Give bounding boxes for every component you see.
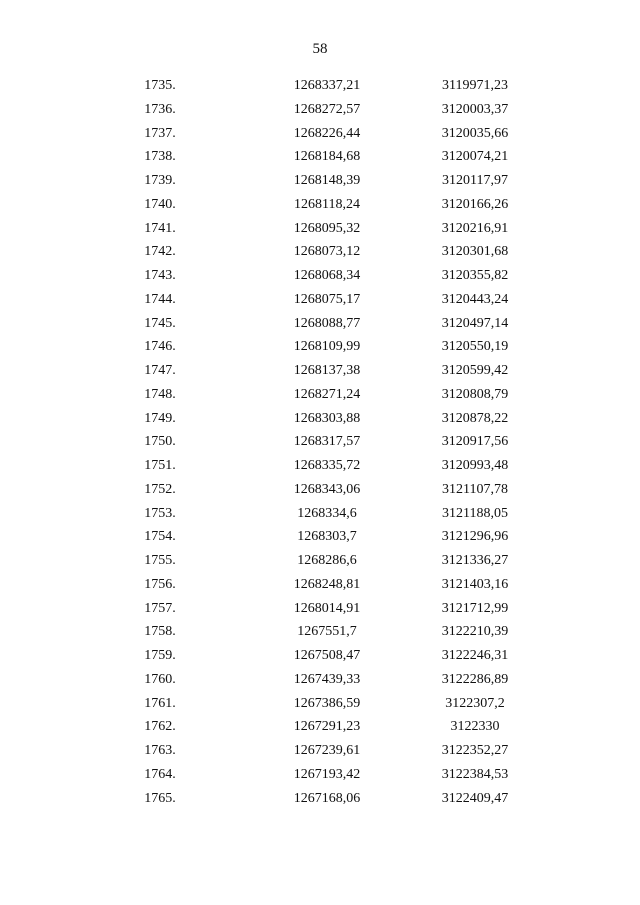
x-coordinate-cell: 1267508,47 bbox=[293, 648, 361, 663]
point-number-cell: 1741. bbox=[144, 220, 176, 236]
table-row bbox=[0, 692, 640, 716]
table-row bbox=[0, 739, 640, 763]
y-coordinate-cell: 3120497,14 bbox=[441, 315, 509, 331]
point-number-cell: 1762. bbox=[144, 719, 176, 735]
x-coordinate-cell: 1267239,61 bbox=[293, 743, 361, 758]
point-number-cell: 1745. bbox=[144, 315, 176, 331]
x-coordinate-cell: 1268073,12 bbox=[293, 244, 361, 260]
y-coordinate-cell: 3121188,05 bbox=[442, 505, 508, 521]
x-coordinate-cell: 1268317,57 bbox=[293, 434, 361, 450]
x-coordinate-cell: 1268271,24 bbox=[293, 386, 361, 402]
point-number-cell: 1750. bbox=[144, 434, 176, 450]
point-number-cell: 1742. bbox=[144, 244, 176, 260]
y-coordinate-cell: 3122286,89 bbox=[441, 671, 509, 687]
y-coordinate-cell: 3120003,37 bbox=[441, 101, 509, 117]
table-row bbox=[0, 454, 640, 478]
table-row bbox=[0, 312, 640, 336]
table-row bbox=[0, 407, 640, 431]
y-coordinate-cell: 3121336,27 bbox=[441, 553, 509, 568]
table-row bbox=[0, 644, 640, 668]
y-coordinate-cell: 3122330 bbox=[450, 719, 500, 735]
y-coordinate-cell: 3120035,66 bbox=[441, 125, 509, 141]
point-number-cell: 1747. bbox=[144, 363, 176, 378]
table-row bbox=[0, 668, 640, 692]
table-row bbox=[0, 240, 640, 264]
y-coordinate-cell: 3120166,26 bbox=[441, 196, 509, 212]
point-number-cell: 1759. bbox=[144, 648, 176, 663]
x-coordinate-cell: 1268226,44 bbox=[293, 125, 361, 141]
point-number-cell: 1739. bbox=[144, 173, 176, 188]
y-coordinate-cell: 3120216,91 bbox=[441, 220, 509, 236]
table-row bbox=[0, 359, 640, 383]
table-row bbox=[0, 549, 640, 573]
point-number-cell: 1757. bbox=[144, 600, 176, 616]
y-coordinate-cell: 3122210,39 bbox=[441, 624, 509, 640]
y-coordinate-cell: 3122384,53 bbox=[441, 766, 509, 782]
table-row bbox=[0, 264, 640, 288]
y-coordinate-cell: 3120443,24 bbox=[441, 291, 509, 307]
point-number-cell: 1753. bbox=[144, 505, 176, 521]
x-coordinate-cell: 1268068,34 bbox=[293, 268, 361, 283]
point-number-cell: 1735. bbox=[144, 78, 176, 93]
y-coordinate-cell: 3121712,99 bbox=[441, 600, 509, 616]
y-coordinate-cell: 3122307,2 bbox=[445, 695, 505, 711]
point-number-cell: 1743. bbox=[144, 268, 176, 283]
x-coordinate-cell: 1268118,24 bbox=[294, 196, 360, 212]
table-row bbox=[0, 430, 640, 454]
y-coordinate-cell: 3120301,68 bbox=[441, 244, 509, 260]
point-number-cell: 1738. bbox=[144, 149, 176, 165]
point-number-cell: 1740. bbox=[144, 196, 176, 212]
x-coordinate-cell: 1268014,91 bbox=[293, 600, 361, 616]
point-number-cell: 1744. bbox=[144, 291, 176, 307]
x-coordinate-cell: 1267291,23 bbox=[293, 719, 361, 735]
y-coordinate-cell: 3120917,56 bbox=[441, 434, 509, 450]
table-row bbox=[0, 620, 640, 644]
y-coordinate-cell: 3122246,31 bbox=[441, 648, 509, 663]
x-coordinate-cell: 1267193,42 bbox=[293, 766, 361, 782]
x-coordinate-cell: 1268109,99 bbox=[293, 339, 361, 355]
table-row bbox=[0, 573, 640, 597]
x-coordinate-cell: 1268334,6 bbox=[297, 505, 357, 521]
point-number-cell: 1752. bbox=[144, 481, 176, 497]
x-coordinate-cell: 1267439,33 bbox=[293, 671, 361, 687]
point-number-cell: 1751. bbox=[144, 458, 176, 473]
point-number-cell: 1758. bbox=[144, 624, 176, 640]
y-coordinate-cell: 3121296,96 bbox=[441, 529, 509, 545]
point-number-cell: 1746. bbox=[144, 339, 176, 355]
table-row bbox=[0, 525, 640, 549]
y-coordinate-cell: 3120117,97 bbox=[442, 173, 508, 188]
table-row bbox=[0, 74, 640, 98]
point-number-cell: 1755. bbox=[144, 553, 176, 568]
point-number-cell: 1736. bbox=[144, 101, 176, 117]
x-coordinate-cell: 1268272,57 bbox=[293, 101, 361, 117]
table-row bbox=[0, 98, 640, 122]
x-coordinate-cell: 1268337,21 bbox=[293, 78, 361, 93]
y-coordinate-cell: 3120993,48 bbox=[441, 458, 509, 473]
table-row bbox=[0, 715, 640, 739]
x-coordinate-cell: 1267168,06 bbox=[293, 790, 361, 806]
table-row bbox=[0, 122, 640, 146]
table-row bbox=[0, 383, 640, 407]
coordinates-table bbox=[0, 74, 640, 810]
point-number-cell: 1760. bbox=[144, 671, 176, 687]
point-number-cell: 1765. bbox=[144, 790, 176, 806]
point-number-cell: 1756. bbox=[144, 576, 176, 592]
table-row bbox=[0, 787, 640, 811]
table-row bbox=[0, 335, 640, 359]
y-coordinate-cell: 3120599,42 bbox=[441, 363, 509, 378]
x-coordinate-cell: 1268303,7 bbox=[297, 529, 357, 545]
x-coordinate-cell: 1268343,06 bbox=[293, 481, 361, 497]
table-row bbox=[0, 502, 640, 526]
point-number-cell: 1748. bbox=[144, 386, 176, 402]
table-row bbox=[0, 478, 640, 502]
page-number: 58 bbox=[312, 41, 328, 57]
y-coordinate-cell: 3120808,79 bbox=[441, 386, 509, 402]
table-row bbox=[0, 193, 640, 217]
point-number-cell: 1737. bbox=[144, 125, 176, 141]
point-number-cell: 1761. bbox=[144, 695, 176, 711]
point-number-cell: 1754. bbox=[144, 529, 176, 545]
table-row bbox=[0, 145, 640, 169]
x-coordinate-cell: 1268095,32 bbox=[293, 220, 361, 236]
x-coordinate-cell: 1268286,6 bbox=[297, 553, 357, 568]
point-number-cell: 1749. bbox=[144, 410, 176, 426]
table-row bbox=[0, 288, 640, 312]
y-coordinate-cell: 3121403,16 bbox=[441, 576, 509, 592]
y-coordinate-cell: 3119971,23 bbox=[442, 78, 508, 93]
table-row bbox=[0, 763, 640, 787]
x-coordinate-cell: 1268335,72 bbox=[293, 458, 361, 473]
y-coordinate-cell: 3122352,27 bbox=[441, 743, 509, 758]
x-coordinate-cell: 1268248,81 bbox=[293, 576, 361, 592]
y-coordinate-cell: 3120550,19 bbox=[441, 339, 509, 355]
y-coordinate-cell: 3120355,82 bbox=[441, 268, 509, 283]
x-coordinate-cell: 1268088,77 bbox=[293, 315, 361, 331]
y-coordinate-cell: 3120074,21 bbox=[441, 149, 509, 165]
x-coordinate-cell: 1267551,7 bbox=[297, 624, 357, 640]
y-coordinate-cell: 3120878,22 bbox=[441, 410, 509, 426]
y-coordinate-cell: 3122409,47 bbox=[441, 790, 509, 806]
table-row bbox=[0, 217, 640, 241]
table-row bbox=[0, 169, 640, 193]
x-coordinate-cell: 1268075,17 bbox=[293, 291, 361, 307]
x-coordinate-cell: 1267386,59 bbox=[293, 695, 361, 711]
point-number-cell: 1764. bbox=[144, 766, 176, 782]
x-coordinate-cell: 1268303,88 bbox=[293, 410, 361, 426]
x-coordinate-cell: 1268137,38 bbox=[293, 363, 361, 378]
x-coordinate-cell: 1268148,39 bbox=[293, 173, 361, 188]
point-number-cell: 1763. bbox=[144, 743, 176, 758]
x-coordinate-cell: 1268184,68 bbox=[293, 149, 361, 165]
y-coordinate-cell: 3121107,78 bbox=[442, 481, 508, 497]
table-row bbox=[0, 597, 640, 621]
